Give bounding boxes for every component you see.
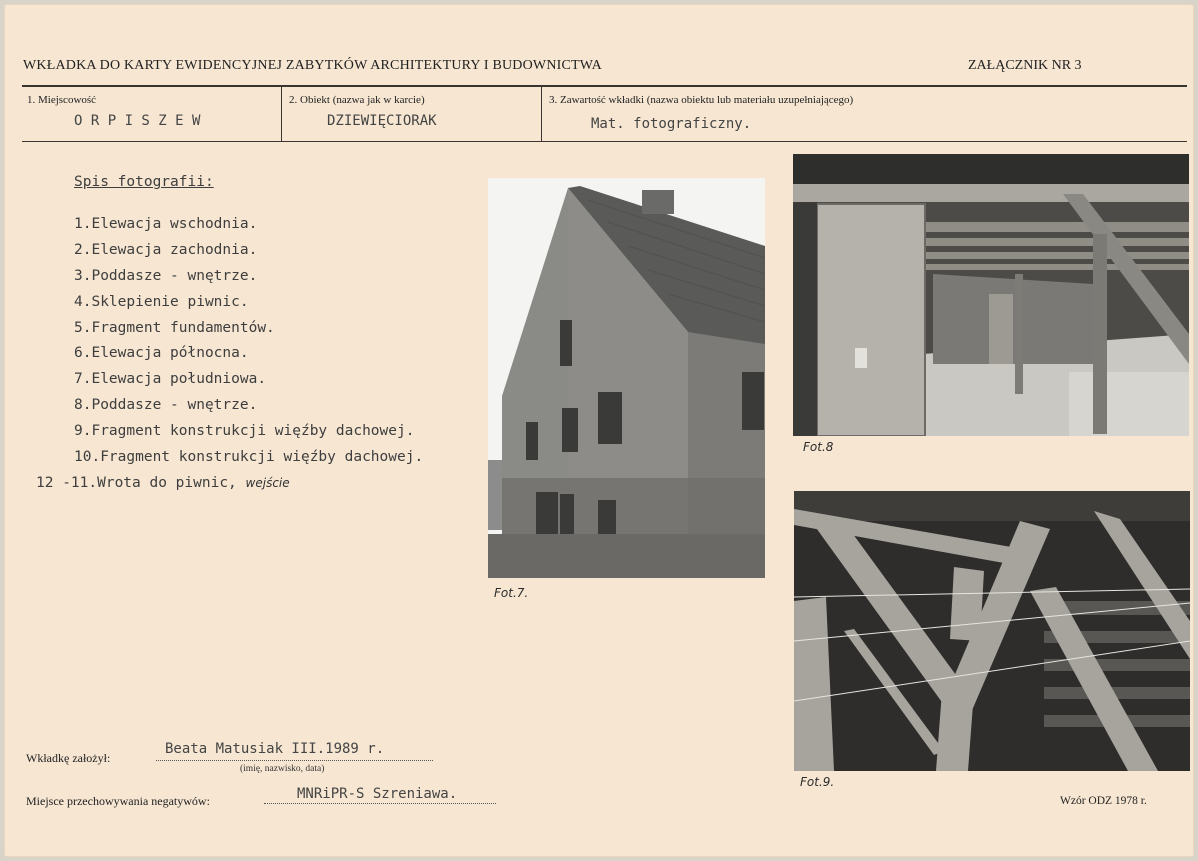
list-item: 4.Sklepienie piwnic. xyxy=(74,293,249,310)
list-item: 12 -11.Wrota do piwnic, wejście xyxy=(36,474,290,491)
field-divider xyxy=(281,87,282,142)
content-label: 3. Zawartość wkładki (nazwa obiektu lub materiału uzupełniającego) xyxy=(549,94,854,106)
negatives-location-value: MNRiPR-S Szreniawa. xyxy=(297,786,458,802)
fields-rule xyxy=(22,141,1187,142)
created-by-value: Beata Matusiak III.1989 r. xyxy=(165,741,385,757)
negatives-location-line xyxy=(264,803,496,804)
object-label: 2. Obiekt (nazwa jak w karcie) xyxy=(289,94,425,106)
photo-house-exterior xyxy=(488,178,765,578)
list-item: 10.Fragment konstrukcji więźby dachowej. xyxy=(74,449,424,466)
photo-caption: Fot.8 xyxy=(803,440,834,454)
negatives-location-label: Miejsce przechowywania negatywów: xyxy=(26,794,210,808)
locality-label: 1. Miejscowość xyxy=(27,94,97,106)
photo-caption: Fot.9. xyxy=(800,775,835,789)
field-divider xyxy=(541,87,542,142)
list-item: 3.Poddasze - wnętrze. xyxy=(74,267,258,284)
list-item: 7.Elewacja południowa. xyxy=(74,371,267,388)
form-title: WKŁADKA DO KARTY EWIDENCYJNEJ ZABYTKÓW ARCHITEKTURY I BUDOWNICTWA xyxy=(23,58,602,73)
list-item: 2.Elewacja zachodnia. xyxy=(74,241,258,258)
created-by-label: Wkładkę założył: xyxy=(26,751,111,765)
list-item: 6.Elewacja północna. xyxy=(74,345,249,362)
header-rule xyxy=(22,85,1187,87)
object-value: DZIEWIĘCIORAK xyxy=(327,113,437,129)
photo-attic-interior xyxy=(793,154,1189,436)
list-item: 9.Fragment konstrukcji więźby dachowej. xyxy=(74,423,415,440)
list-item: 1.Elewacja wschodnia. xyxy=(74,216,258,232)
created-by-hint: (imię, nazwisko, data) xyxy=(240,764,325,774)
annex-number: ZAŁĄCZNIK NR 3 xyxy=(968,58,1082,73)
list-item: 8.Poddasze - wnętrze. xyxy=(74,397,258,414)
form-template-id: Wzór ODZ 1978 r. xyxy=(1060,795,1147,807)
created-by-line xyxy=(156,760,433,761)
list-item: 5.Fragment fundamentów. xyxy=(74,319,275,336)
photo-caption: Fot.7. xyxy=(494,586,529,600)
photo-roof-truss xyxy=(794,491,1190,771)
photo-list xyxy=(36,216,424,501)
photo-list-title: Spis fotografii: xyxy=(74,174,214,190)
handwritten-note: wejście xyxy=(245,475,290,490)
locality-value: O R P I S Z E W xyxy=(74,113,201,129)
content-value: Mat. fotograficzny. xyxy=(591,116,752,132)
